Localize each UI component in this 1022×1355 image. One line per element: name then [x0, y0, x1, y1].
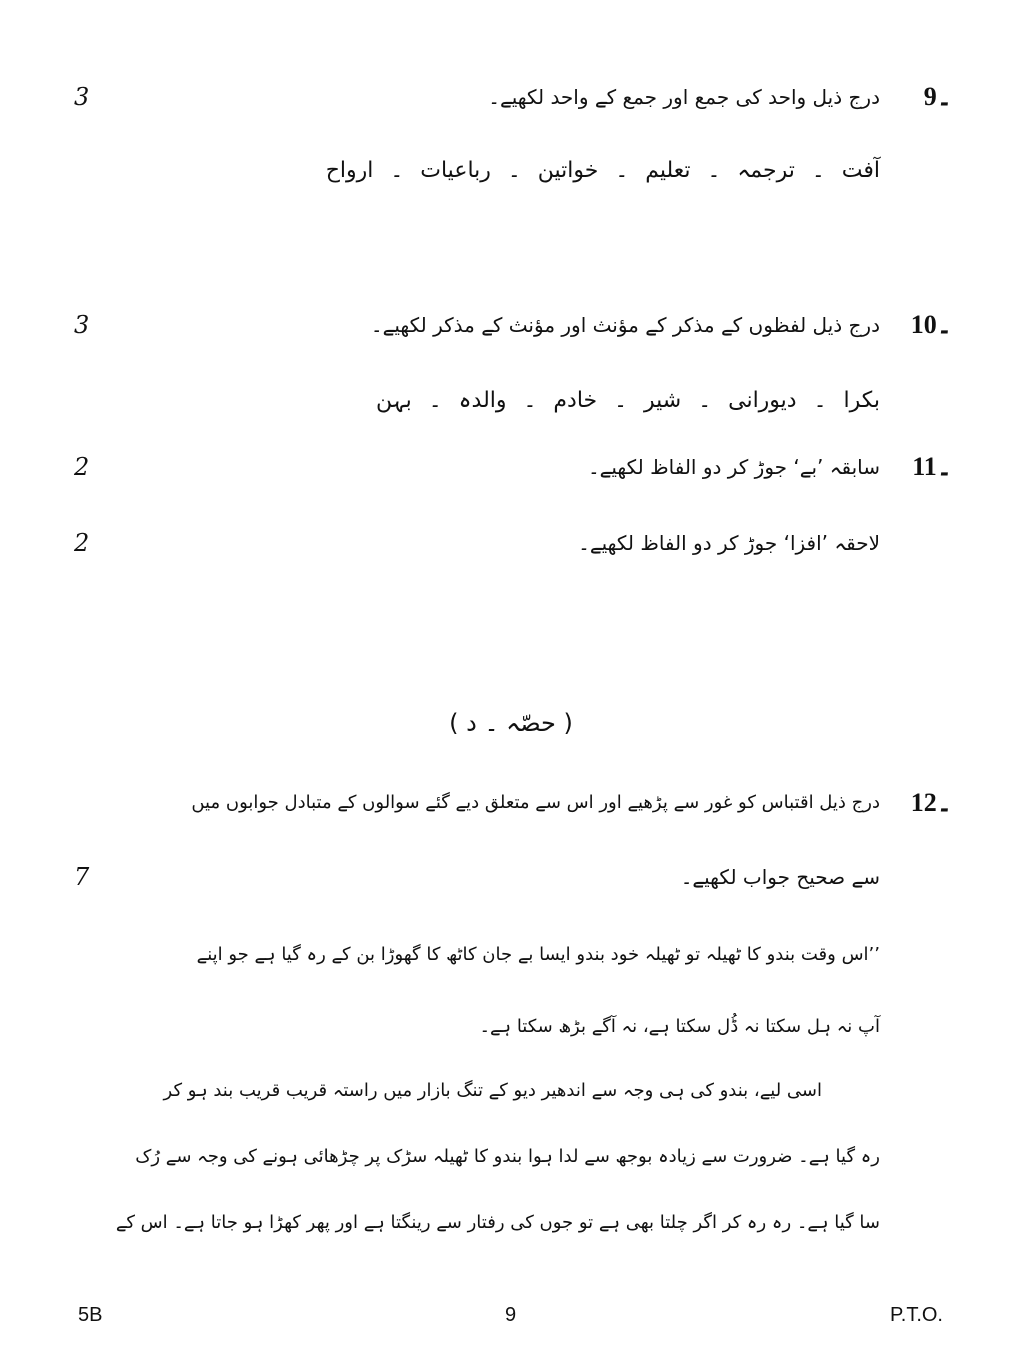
q10-number: 10۔ — [910, 310, 952, 339]
q11b-prompt: لاحقہ ’افزا‘ جوڑ کر دو الفاظ لکھیے۔ — [578, 531, 880, 555]
q11b-marks: 2 — [74, 529, 90, 557]
q12-marks: 7 — [74, 863, 90, 891]
section-heading: ( حصّہ ۔ د ) — [449, 709, 573, 737]
q11a-marks: 2 — [74, 453, 90, 481]
q9-prompt: درج ذیل واحد کی جمع اور جمع کے واحد لکھیے۔ — [488, 85, 880, 109]
q12-prompt-line-1: درج ذیل اقتباس کو غور سے پڑھیے اور اس سے متعلق دیے گئے سوالوں کے متبادل جوابوں میں — [191, 792, 880, 813]
q9-number: 9۔ — [923, 82, 952, 111]
q11-number: 11۔ — [912, 452, 952, 481]
passage-line: آپ نہ ہل سکتا نہ ڈُل سکتا ہے، نہ آگے بڑھ سکتا ہے۔ — [479, 1016, 880, 1037]
q10-word-list: بکرا ۔ دیورانی ۔ شیر ۔ خادم ۔ والدہ ۔ بہن — [376, 388, 880, 413]
q10-prompt: درج ذیل لفظوں کے مذکر کے مؤنث اور مؤنث کے مذکر لکھیے۔ — [370, 313, 880, 337]
passage-line: ’’اس وقت بندو کا ٹھیلہ تو ٹھیلہ خود بندو ایسا بے جان کاٹھ کا گھوڑا بن کے رہ گیا ہے جو اپنے — [196, 944, 880, 965]
passage-line: سا گیا ہے۔ رہ رہ کر اگر چلتا بھی ہے تو جوں کی رفتار سے رینگتا ہے اور پھر کھڑا ہو جاتا ہے۔ اس کے — [115, 1212, 880, 1233]
footer-pto: P.T.O. — [890, 1304, 943, 1326]
passage-line: رہ گیا ہے۔ ضرورت سے زیادہ بوجھ سے لدا ہوا بندو کا ٹھیلہ سڑک پر چڑھائی ہونے کی وجہ سے رُک — [135, 1146, 880, 1167]
footer-paper-code: 5B — [78, 1304, 103, 1326]
q12-number: 12۔ — [910, 788, 952, 817]
q11a-prompt: سابقہ ’بے‘ جوڑ کر دو الفاظ لکھیے۔ — [587, 455, 880, 479]
passage-line: اسی لیے، بندو کی ہی وجہ سے اندھیر دیو کے تنگ بازار میں راستہ قریب قریب بند ہو کر — [163, 1080, 822, 1101]
q12-prompt-line-2: سے صحیح جواب لکھیے۔ — [680, 865, 880, 889]
q9-marks: 3 — [74, 83, 90, 111]
q9-word-list: آفت ۔ ترجمہ ۔ تعلیم ۔ خواتین ۔ رباعیات ۔ ارواح — [325, 158, 880, 183]
q10-marks: 3 — [74, 311, 90, 339]
footer-page-number: 9 — [505, 1304, 517, 1326]
